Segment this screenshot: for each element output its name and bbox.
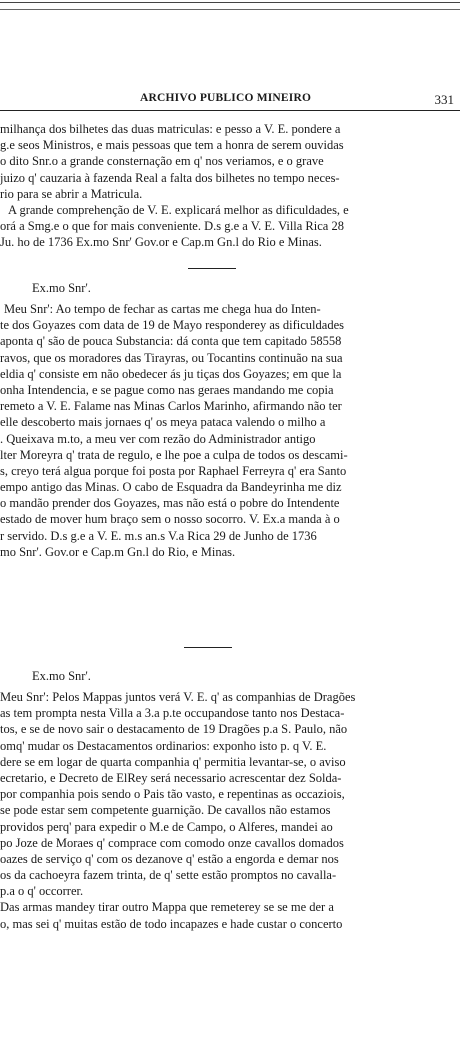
text-line: milhança dos bilhetes das duas matriculas: e pesso a V. E. pondere a [0,122,341,136]
text-line: . Queixava m.to, a meu ver com rezão do Administrador antigo [0,431,316,446]
text-line: r servido. D.s g.e a V. E. m.s an.s V.a Rica 29 de Junho de 1736 [0,528,317,543]
letter-salutation: Ex.mo Snr'. [32,281,91,295]
text-line: Meu Snr': Ao tempo de fechar as cartas me chega hua do Inten- [4,302,321,316]
text-line: oazes de serviço q' com os dezanove q' estão a engorda e demar nos [0,851,339,866]
text-line: eldia q' consiste em não obedecer ás ju tiças dos Goyazes; em que la [0,366,342,381]
text-line: onha Intendencia, e se pague como nas geraes mandando me copia [0,382,334,397]
text-line: o mandão prender dos Goyazes, mas não está o pobre do Intendente [0,496,340,511]
text-line: te dos Goyazes com data de 19 de Mayo responderey as dificuldades [0,318,344,333]
text-line: aponta q' são de pouca Substancia: dá conta que tem capitado 58558 [0,334,342,349]
text-line: omq' mudar os Destacamentos ordinarios: exponho isto p. q V. E. [0,738,327,753]
text-line: as tem prompta nesta Villa a 3.a p.te occupandose tanto nos Destaca- [0,706,345,721]
page-header [0,92,462,112]
text-line: se pode estar sem competente guarnição. De cavallos não estamos [0,803,331,818]
text-line: remeto a V. E. Falame nas Minas Carlos Marinho, afirmando não ter [0,399,342,414]
text-line: por companhia pois sendo o Pais tão vasto, e repentinas as occaziois, [0,787,345,802]
letter-salutation: Ex.mo Snr'. [32,669,91,683]
text-line: lter Moreyra q' trata de regulo, e lhe poe a culpa de todos os descami- [0,447,348,462]
running-title: ARCHIVO PUBLICO MINEIRO [140,92,312,104]
section-separator [184,647,232,648]
text-line: po Joze de Moraes q' comprace com comodo onze cavallos domados [0,835,344,850]
text-line: g.e seos Ministros, e mais pessoas que tem a honra de serem ouvidas [0,138,344,153]
page-number: 331 [434,92,454,107]
top-rule-secondary [0,9,460,10]
text-line: Ju. ho de 1736 Ex.mo Snr' Gov.or e Cap.m Gn.l do Rio e Minas. [0,235,322,250]
letter-2 [0,280,462,560]
text-line: A grande comprehenção de V. E. explicará melhor as dificuldades, e [8,202,349,217]
text-line: providos perq' para expedir o M.e de Campo, o Alferes, mandei ao [0,819,333,834]
text-line: Das armas mandey tirar outro Mappa que remeterey se se me der a [0,900,334,915]
text-line: p.a o q' occorrer. [0,884,84,899]
text-line: os da cachoeyra fazem trinta, de q' sette estão promptos no cavalla- [0,868,337,883]
letter-3 [0,668,462,932]
text-line: rio para se abrir a Matricula. [0,186,143,201]
text-line: elle descoberto mais jornaes q' os meya pataca valendo o milho a [0,415,326,430]
text-line: s, creyo terá algua porque foi posta por Raphael Ferreyra q' era Santo [0,463,347,478]
text-line: estado de mover hum braço sem o nosso socorro. V. Ex.a manda à o [0,512,340,527]
header-rule [0,110,460,111]
text-line: mo Snr'. Gov.or e Cap.m Gn.l do Rio, e Minas. [0,544,236,559]
letter-1 [0,121,462,251]
text-line: dere se em logar de quarta companhia q' permitia levantar-se, o aviso [0,754,346,769]
text-line: ecretario, e Decreto de ElRey será necessario acrescentar dez Solda- [0,770,342,785]
text-line: juizo q' cauzaria à fazenda Real a falta dos bilhetes no tempo neces- [0,170,340,185]
text-line: empo antigo das Minas. O cabo de Esquadra da Bandeyrinha me diz [0,480,342,495]
top-rule [0,2,460,3]
text-line: orá a Smg.e o que for mais conveniente. D.s g.e a V. E. Villa Rica 28 [0,219,344,234]
text-line: ravos, que os moradores das Tirayras, ou Tocantins continuão na sua [0,350,343,365]
text-line: o, mas sei q' muitas estão de todo incapazes e hade custar o concerto [0,916,343,931]
text-line: Meu Snr': Pelos Mappas juntos verá V. E. q' as companhias de Dragões [0,690,356,704]
text-line: tos, e se de novo sair o destacamento de 19 Dragões p.a S. Paulo, não [0,722,348,737]
text-line: o dito Snr.o a grande consternação em q' nos veriamos, e o grave [0,154,324,169]
section-separator [188,268,236,269]
